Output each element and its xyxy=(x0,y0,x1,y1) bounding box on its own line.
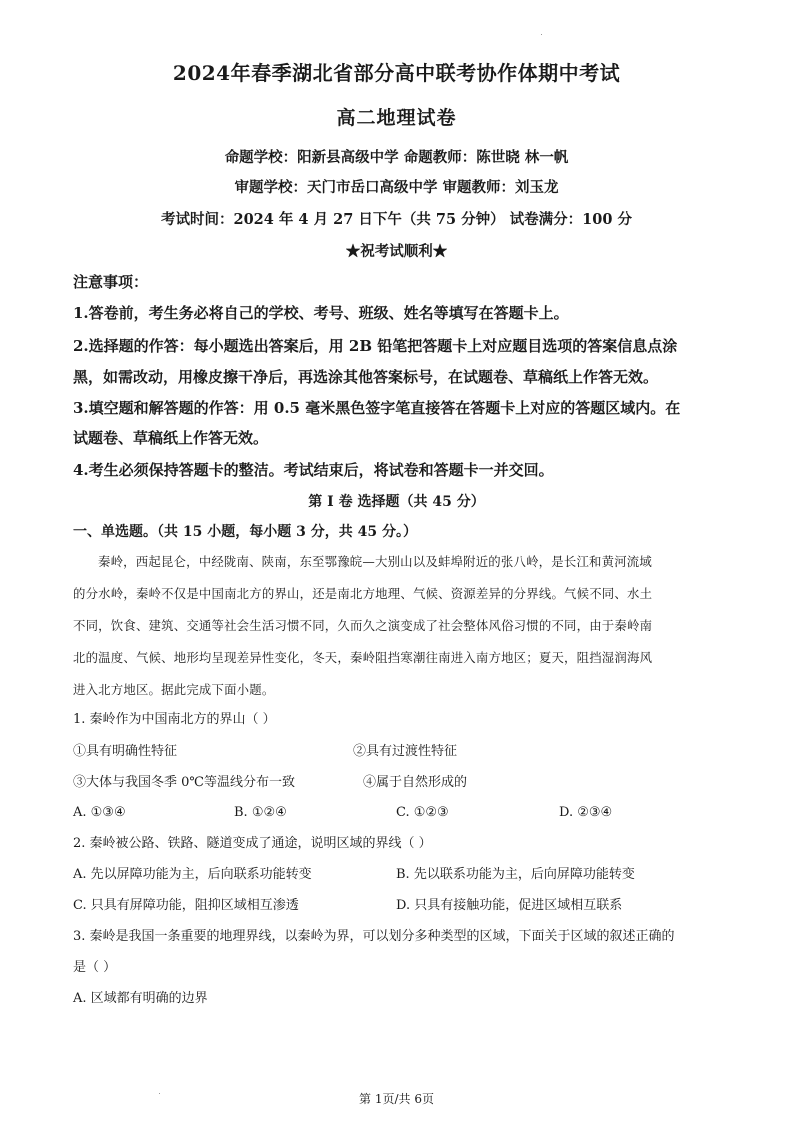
section-title: 第 I 卷 选择题（共 45 分） xyxy=(308,494,485,510)
question-3-stem: 3. 秦岭是我国一条重要的地理界线，以秦岭为界，可以划分多种类型的区域，下面关于区域的叙述正确的 xyxy=(73,929,675,944)
question-1-statement: ③大体与我国冬季 0℃等温线分布一致 xyxy=(73,775,295,790)
passage-line: 秦岭，西起昆仑，中经陇南、陕南，东至鄂豫皖—大别山以及蚌埠附近的张八岭，是长江和黄河流域 xyxy=(98,554,652,569)
notice-line: 2.选择题的作答：每小题选出答案后，用 2B 铅笔把答题卡上对应题目选项的答案信息点涂 xyxy=(73,337,678,355)
reviewer-info: 审题学校：天门市岳口高级中学 审题教师：刘玉龙 xyxy=(234,179,559,196)
passage-line: 北的温度、气候、地形均呈现差异性变化，冬天，秦岭阻挡寒潮往南进入南方地区；夏天，阻挡湿润海风 xyxy=(73,650,653,665)
question-1-option-b: B. ①②④ xyxy=(234,805,287,820)
question-1-statement: ④属于自然形成的 xyxy=(363,775,468,790)
notice-heading: 注意事项： xyxy=(73,273,149,291)
page-footer: 第 1页/共 6页 xyxy=(359,1092,434,1106)
question-2-option-c: C. 只具有屏障功能，阻抑区域相互渗透 xyxy=(73,898,299,913)
question-2-option-d: D. 只具有接触功能，促进区域相互联系 xyxy=(396,898,623,913)
good-luck-line: ★祝考试顺利★ xyxy=(345,243,448,260)
question-1-option-a: A. ①③④ xyxy=(73,805,126,820)
passage-line: 进入北方地区。据此完成下面小题。 xyxy=(73,682,275,697)
question-1-stem: 1. 秦岭作为中国南北方的界山（ ） xyxy=(73,712,276,727)
exam-time-info: 考试时间：2024 年 4 月 27 日下午（共 75 分钟） 试卷满分：100 分 xyxy=(160,211,632,228)
part-title: 一、单选题。（共 15 小题，每小题 3 分，共 45 分。） xyxy=(73,524,417,540)
passage-line: 不同，饮食、建筑、交通等社会生活习惯不同，久而久之演变成了社会整体风俗习惯的不同，由于秦岭南 xyxy=(73,618,653,633)
notice-line: 4.考生必须保持答题卡的整洁。考试结束后，将试卷和答题卡一并交回。 xyxy=(73,461,554,479)
proposer-info: 命题学校：阳新县高级中学 命题教师：陈世晓 林一帆 xyxy=(224,149,569,166)
notice-line: 试题卷、草稿纸上作答无效。 xyxy=(73,429,269,447)
question-2-stem: 2. 秦岭被公路、铁路、隧道变成了通途，说明区域的界线（ ） xyxy=(73,836,432,851)
question-1-statement: ②具有过渡性特征 xyxy=(353,744,458,759)
question-1-statement: ①具有明确性特征 xyxy=(73,744,178,759)
notice-line: 黑，如需改动，用橡皮擦干净后，再选涂其他答案标号，在试题卷、草稿纸上作答无效。 xyxy=(73,368,659,386)
question-2-option-b: B. 先以联系功能为主，后向屏障功能转变 xyxy=(396,867,635,882)
question-3-option-a: A. 区域都有明确的边界 xyxy=(73,991,208,1006)
passage-line: 的分水岭，秦岭不仅是中国南北方的界山，还是南北方地理、气候、资源差异的分界线。气候不同、水土 xyxy=(73,586,653,601)
scan-speck xyxy=(159,1093,160,1094)
exam-subtitle: 高二地理试卷 xyxy=(336,107,457,129)
question-1-option-c: C. ①②③ xyxy=(396,805,449,820)
scan-speck xyxy=(541,34,542,35)
question-2-option-a: A. 先以屏障功能为主，后向联系功能转变 xyxy=(73,867,312,882)
question-1-option-d: D. ②③④ xyxy=(559,805,613,820)
notice-line: 1.答卷前，考生务必将自己的学校、考号、班级、姓名等填写在答题卡上。 xyxy=(73,304,569,322)
exam-title: 2024年春季湖北省部分高中联考协作体期中考试 xyxy=(172,61,621,85)
question-3-stem: 是（ ） xyxy=(73,960,117,975)
notice-line: 3.填空题和解答题的作答：用 0.5 毫米黑色签字笔直接答在答题卡上对应的答题区域内。在 xyxy=(73,399,681,417)
